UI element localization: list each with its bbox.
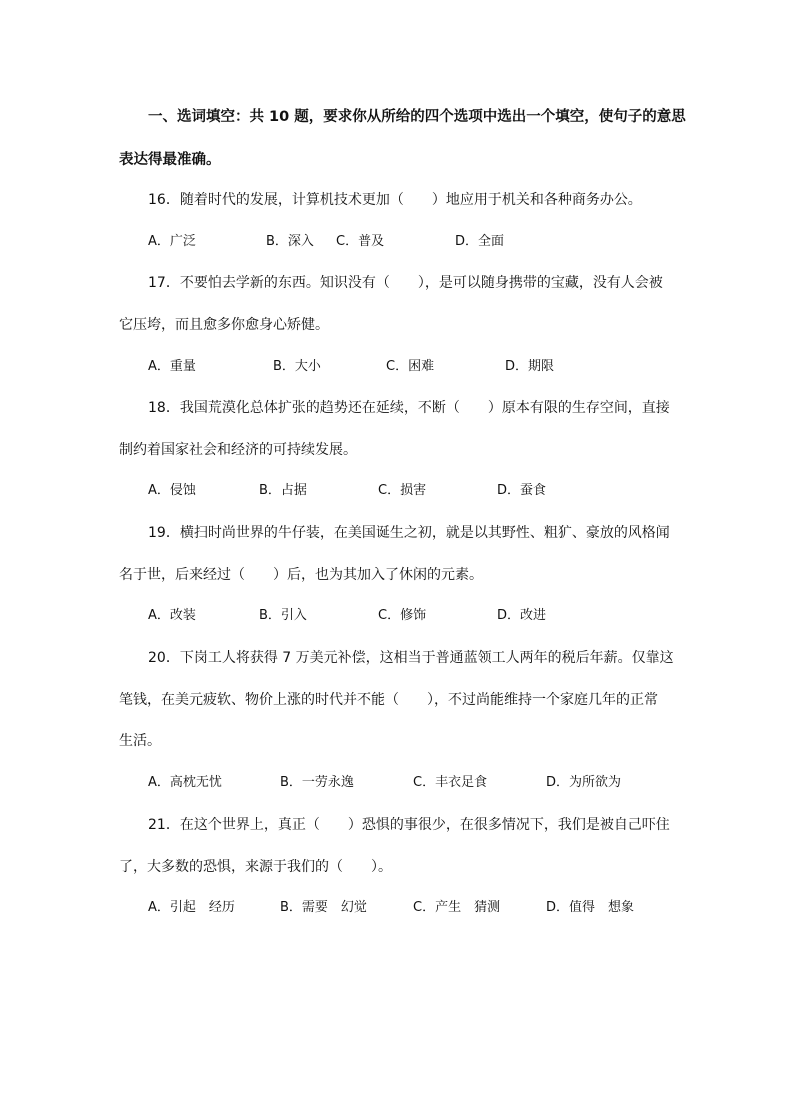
question-16-option-a: A．广泛 bbox=[148, 234, 196, 249]
question-19-option-b: B．引入 bbox=[259, 608, 307, 623]
question-16-option-d: D．全面 bbox=[455, 234, 505, 249]
question-19-text-line-1: 19．横扫时尚世界的牛仔装，在美国诞生之初，就是以其野性、粗犷、豪放的风格闻 bbox=[148, 525, 670, 541]
question-16-text: 16．随着时代的发展，计算机技术更加（ ）地应用于机关和各种商务办公。 bbox=[148, 192, 642, 208]
question-19-option-c: C．修饰 bbox=[378, 608, 427, 623]
question-21-option-b: B．需要 幻觉 bbox=[280, 900, 367, 915]
question-18-option-a: A．侵蚀 bbox=[148, 483, 196, 498]
question-17-option-a: A．重量 bbox=[148, 359, 196, 374]
question-20-text-line-3: 生活。 bbox=[119, 733, 161, 749]
question-18-option-d: D．蚕食 bbox=[497, 483, 547, 498]
question-20-option-a: A．高枕无忧 bbox=[148, 775, 222, 790]
question-20-text-line-1: 20．下岗工人将获得 7 万美元补偿，这相当于普通蓝领工人两年的税后年薪。仅靠这 bbox=[148, 650, 674, 666]
question-17-text-line-2: 它压垮，而且愈多你愈身心矫健。 bbox=[119, 317, 329, 333]
question-20-option-c: C．丰衣足食 bbox=[413, 775, 488, 790]
question-20-option-b: B．一劳永逸 bbox=[280, 775, 354, 790]
question-17-option-b: B．大小 bbox=[273, 359, 321, 374]
question-19-text-line-2: 名于世，后来经过（ ）后，也为其加入了休闲的元素。 bbox=[119, 567, 483, 583]
question-17-option-c: C．困难 bbox=[386, 359, 435, 374]
question-20-option-d: D．为所欲为 bbox=[546, 775, 622, 790]
question-17-option-d: D．期限 bbox=[505, 359, 555, 374]
question-16-option-b: B．深入 bbox=[266, 234, 314, 249]
question-21-text-line-1: 21．在这个世界上，真正（ ）恐惧的事很少，在很多情况下，我们是被自己吓住 bbox=[148, 817, 670, 833]
question-18-text-line-2: 制约着国家社会和经济的可持续发展。 bbox=[119, 442, 357, 458]
question-20-text-line-2: 笔钱，在美元疲软、物价上涨的时代并不能（ ），不过尚能维持一个家庭几年的正常 bbox=[119, 692, 658, 708]
question-18-text-line-1: 18．我国荒漠化总体扩张的趋势还在延续，不断（ ）原本有限的生存空间，直接 bbox=[148, 400, 670, 416]
question-19-option-d: D．改进 bbox=[497, 608, 547, 623]
section-title-line-1: 一、选词填空：共 10 题，要求你从所给的四个选项中选出一个填空，使句子的意思 bbox=[148, 109, 686, 125]
question-18-option-b: B．占据 bbox=[259, 483, 307, 498]
question-18-option-c: C．损害 bbox=[378, 483, 427, 498]
question-21-option-d: D．值得 想象 bbox=[546, 900, 635, 915]
question-21-option-c: C．产生 猜测 bbox=[413, 900, 501, 915]
question-17-text-line-1: 17．不要怕去学新的东西。知识没有（ ），是可以随身携带的宝藏，没有人会被 bbox=[148, 275, 663, 291]
question-21-text-line-2: 了，大多数的恐惧，来源于我们的（ ）。 bbox=[119, 859, 392, 875]
section-title-line-2: 表达得最准确。 bbox=[119, 152, 221, 168]
question-21-option-a: A．引起 经历 bbox=[148, 900, 235, 915]
question-16-option-c: C．普及 bbox=[336, 234, 385, 249]
question-19-option-a: A．改装 bbox=[148, 608, 196, 623]
